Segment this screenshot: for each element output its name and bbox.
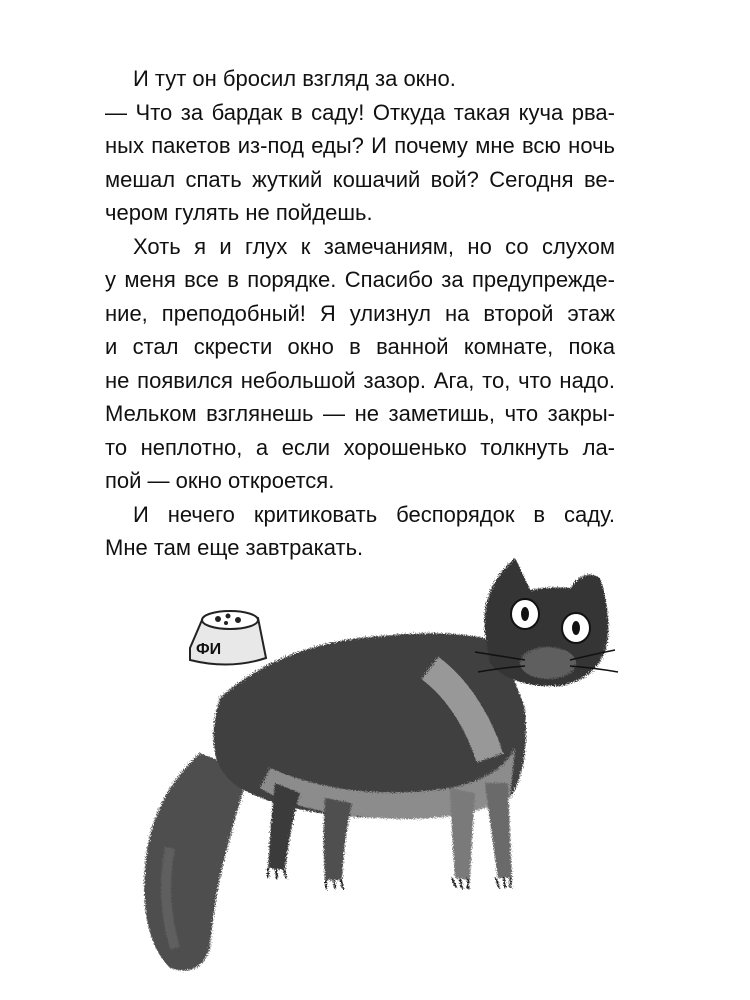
body-text [105,62,615,565]
text-line: И тут он бросил взгляд за окно. [133,66,456,91]
food-bowl-icon [190,611,266,665]
text-line: и стал скрести окно в ванной комнате, пока [105,334,615,359]
text-line: Хоть я и глух к замечаниям, но со слухом [133,233,615,259]
bowl-label: ФИ [196,641,222,658]
text-line: пой — окно откроется. [105,468,335,493]
text-line: ных пакетов из-под еды? И почему мне всю ночь [105,133,615,158]
text-line: ние, преподобный! Я улизнул на второй этаж [105,300,615,326]
text-line: мешал спать жуткий кошачий вой? Сегодня ве- [105,166,615,192]
text-line: — Что за бардак в саду! Откуда такая куча рва- [105,99,615,125]
text-line: то неплотно, а если хорошенько толкнуть ла- [105,434,615,460]
text-line: Мельком взглянешь — не заметишь, что закры- [105,401,615,426]
text-line: не появился небольшой зазор. Ага, то, что надо. [105,367,615,393]
text-line: у меня все в порядке. Спасибо за предупрежде- [105,267,615,292]
text-line: чером гулять не пойдешь. [105,200,373,225]
text-line: И нечего критиковать беспорядок в саду. [133,501,615,527]
cat-illustration [130,548,630,988]
text-line: Мне там еще завтракать. [105,535,364,560]
